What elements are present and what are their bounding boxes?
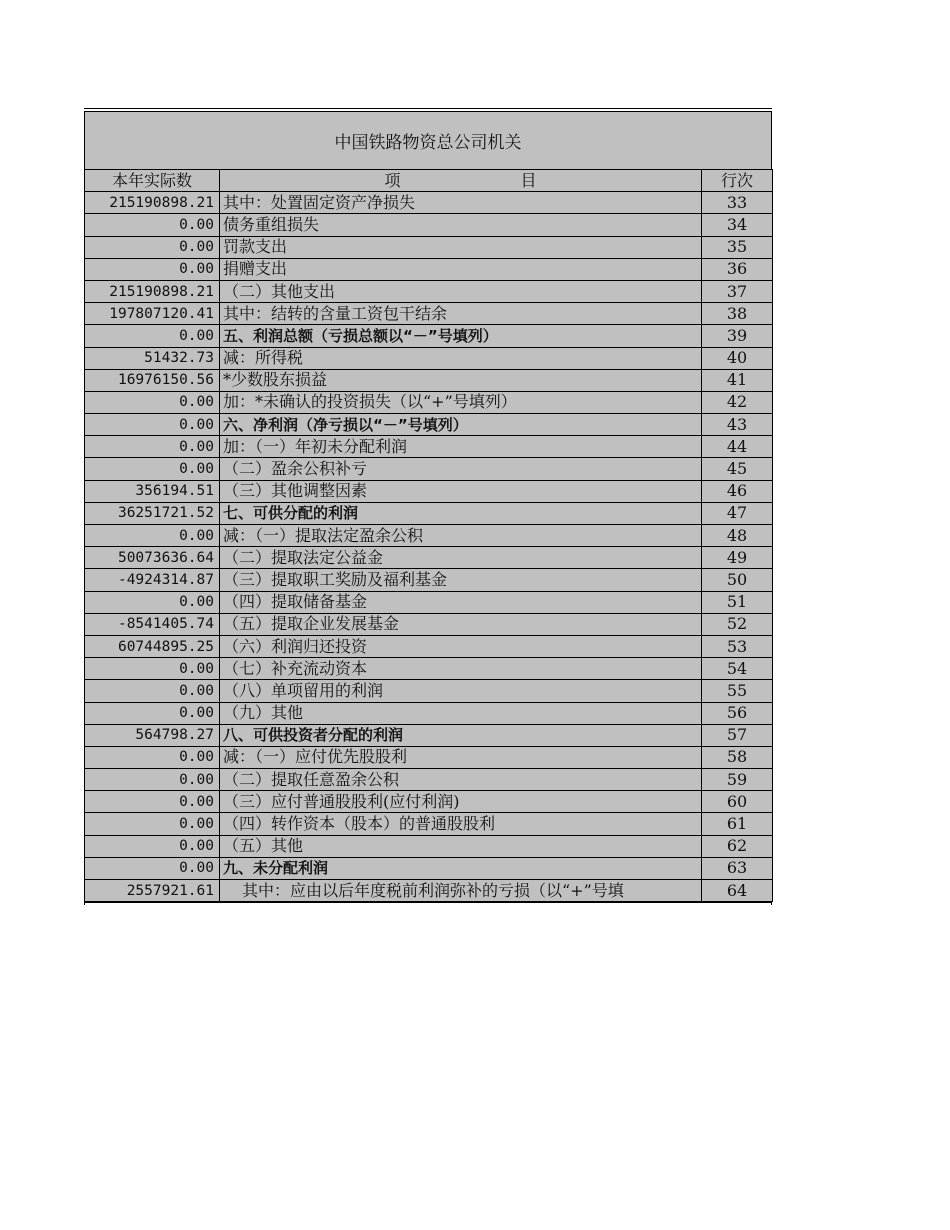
amount-cell[interactable]: 0.00 xyxy=(85,391,220,413)
item-cell[interactable]: 五、利润总额（亏损总额以“－”号填列） xyxy=(220,325,702,347)
line-cell[interactable]: 37 xyxy=(702,280,773,302)
item-cell[interactable]: （二）其他支出 xyxy=(220,280,702,302)
line-cell[interactable]: 63 xyxy=(702,857,773,879)
item-cell[interactable]: （五）其他 xyxy=(220,835,702,857)
table-row xyxy=(85,192,773,214)
line-cell[interactable]: 62 xyxy=(702,835,773,857)
line-cell[interactable]: 49 xyxy=(702,547,773,569)
item-cell[interactable]: 六、净利润（净亏损以“－”号填列） xyxy=(220,414,702,436)
item-cell[interactable]: （八）单项留用的利润 xyxy=(220,680,702,702)
amount-cell[interactable]: 0.00 xyxy=(85,857,220,879)
item-cell[interactable]: 八、可供投资者分配的利润 xyxy=(220,724,702,746)
line-cell[interactable]: 39 xyxy=(702,325,773,347)
line-cell[interactable]: 40 xyxy=(702,347,773,369)
amount-cell[interactable]: 16976150.56 xyxy=(85,369,220,391)
line-cell[interactable]: 43 xyxy=(702,414,773,436)
line-cell[interactable]: 50 xyxy=(702,569,773,591)
item-cell[interactable]: 捐赠支出 xyxy=(220,258,702,280)
item-cell[interactable]: （二）提取任意盈余公积 xyxy=(220,769,702,791)
amount-cell[interactable]: 0.00 xyxy=(85,214,220,236)
amount-cell[interactable]: 0.00 xyxy=(85,680,220,702)
table-row xyxy=(85,835,773,857)
item-cell[interactable]: 减：（一）提取法定盈余公积 xyxy=(220,525,702,547)
amount-cell[interactable]: 215190898.21 xyxy=(85,192,220,214)
item-cell[interactable]: （三）应付普通股股利(应付利润) xyxy=(220,791,702,813)
amount-cell[interactable]: 0.00 xyxy=(85,458,220,480)
line-cell[interactable]: 55 xyxy=(702,680,773,702)
item-cell[interactable]: 其中：应由以后年度税前利润弥补的亏损（以“+”号填 xyxy=(220,880,702,902)
amount-cell[interactable]: 50073636.64 xyxy=(85,547,220,569)
table-row xyxy=(85,813,773,835)
item-cell[interactable]: （二）盈余公积补亏 xyxy=(220,458,702,480)
amount-cell[interactable]: 197807120.41 xyxy=(85,303,220,325)
header-item[interactable] xyxy=(220,170,702,192)
table-row xyxy=(85,303,773,325)
item-cell[interactable]: （七）补充流动资本 xyxy=(220,658,702,680)
item-cell[interactable]: 债务重组损失 xyxy=(220,214,702,236)
table-row xyxy=(85,369,773,391)
table-row xyxy=(85,658,773,680)
table-row xyxy=(85,325,773,347)
amount-cell[interactable]: 0.00 xyxy=(85,746,220,768)
line-cell[interactable]: 59 xyxy=(702,769,773,791)
amount-cell[interactable]: 0.00 xyxy=(85,791,220,813)
item-cell[interactable]: 九、未分配利润 xyxy=(220,857,702,879)
amount-cell[interactable]: 0.00 xyxy=(85,525,220,547)
item-cell[interactable]: （九）其他 xyxy=(220,702,702,724)
amount-cell[interactable]: -4924314.87 xyxy=(85,569,220,591)
table-row xyxy=(85,525,773,547)
item-cell[interactable]: （四）提取储备基金 xyxy=(220,591,702,613)
amount-cell[interactable]: 0.00 xyxy=(85,325,220,347)
item-cell[interactable]: （六）利润归还投资 xyxy=(220,635,702,657)
line-cell[interactable]: 46 xyxy=(702,480,773,502)
sheet-title: 中国铁路物资总公司机关 xyxy=(84,112,772,169)
table-row xyxy=(85,857,773,879)
table-row xyxy=(85,702,773,724)
table-row xyxy=(85,724,773,746)
item-cell[interactable]: （四）转作资本（股本）的普通股股利 xyxy=(220,813,702,835)
line-cell[interactable]: 51 xyxy=(702,591,773,613)
item-cell[interactable]: （二）提取法定公益金 xyxy=(220,547,702,569)
bottom-border xyxy=(84,902,772,905)
table-row xyxy=(85,414,773,436)
amount-cell[interactable]: 0.00 xyxy=(85,813,220,835)
item-cell[interactable]: 罚款支出 xyxy=(220,236,702,258)
line-cell[interactable]: 57 xyxy=(702,724,773,746)
amount-cell[interactable]: 51432.73 xyxy=(85,347,220,369)
amount-cell[interactable]: 0.00 xyxy=(85,835,220,857)
table-row xyxy=(85,791,773,813)
amount-cell[interactable]: 564798.27 xyxy=(85,724,220,746)
table-row xyxy=(85,547,773,569)
table-row xyxy=(85,458,773,480)
item-cell[interactable]: *少数股东损益 xyxy=(220,369,702,391)
line-cell[interactable]: 44 xyxy=(702,436,773,458)
table-row xyxy=(85,569,773,591)
amount-cell[interactable]: 0.00 xyxy=(85,591,220,613)
line-cell[interactable]: 48 xyxy=(702,525,773,547)
line-cell[interactable]: 52 xyxy=(702,613,773,635)
item-cell[interactable]: （三）提取职工奖励及福利基金 xyxy=(220,569,702,591)
item-cell[interactable]: （五）提取企业发展基金 xyxy=(220,613,702,635)
table-row xyxy=(85,480,773,502)
amount-cell[interactable]: 356194.51 xyxy=(85,480,220,502)
table-row xyxy=(85,635,773,657)
amount-cell[interactable]: 0.00 xyxy=(85,436,220,458)
line-cell[interactable]: 56 xyxy=(702,702,773,724)
table-row xyxy=(85,391,773,413)
item-cell[interactable]: 加：（一）年初未分配利润 xyxy=(220,436,702,458)
table-row xyxy=(85,347,773,369)
report-sheet xyxy=(84,108,772,905)
table-row xyxy=(85,280,773,302)
item-cell[interactable]: 减：（一）应付优先股股利 xyxy=(220,746,702,768)
line-cell[interactable]: 38 xyxy=(702,303,773,325)
table-row xyxy=(85,613,773,635)
header-amount[interactable]: 本年实际数 xyxy=(85,170,220,192)
line-cell[interactable]: 42 xyxy=(702,391,773,413)
line-cell[interactable]: 54 xyxy=(702,658,773,680)
amount-cell[interactable]: 215190898.21 xyxy=(85,280,220,302)
item-cell[interactable]: 其中：处置固定资产净损失 xyxy=(220,192,702,214)
item-cell[interactable]: 七、可供分配的利润 xyxy=(220,502,702,524)
report-table xyxy=(84,169,773,902)
line-cell[interactable]: 53 xyxy=(702,635,773,657)
line-cell[interactable]: 58 xyxy=(702,746,773,768)
header-line[interactable]: 行次 xyxy=(702,170,773,192)
line-cell[interactable]: 60 xyxy=(702,791,773,813)
header-row xyxy=(85,170,773,192)
amount-cell[interactable]: -8541405.74 xyxy=(85,613,220,635)
table-row xyxy=(85,880,773,902)
line-cell[interactable]: 34 xyxy=(702,214,773,236)
table-row xyxy=(85,769,773,791)
line-cell[interactable]: 41 xyxy=(702,369,773,391)
table-row xyxy=(85,236,773,258)
item-cell[interactable]: 减：所得税 xyxy=(220,347,702,369)
table-row xyxy=(85,680,773,702)
table-row xyxy=(85,746,773,768)
amount-cell[interactable]: 0.00 xyxy=(85,702,220,724)
amount-cell[interactable]: 60744895.25 xyxy=(85,635,220,657)
line-cell[interactable]: 36 xyxy=(702,258,773,280)
table-row xyxy=(85,502,773,524)
line-cell[interactable]: 61 xyxy=(702,813,773,835)
amount-cell[interactable]: 36251721.52 xyxy=(85,502,220,524)
item-cell[interactable]: （三）其他调整因素 xyxy=(220,480,702,502)
amount-cell[interactable]: 0.00 xyxy=(85,414,220,436)
table-row xyxy=(85,436,773,458)
table-row xyxy=(85,214,773,236)
table-row xyxy=(85,258,773,280)
line-cell[interactable]: 35 xyxy=(702,236,773,258)
line-cell[interactable]: 47 xyxy=(702,502,773,524)
amount-cell[interactable]: 0.00 xyxy=(85,258,220,280)
line-cell[interactable]: 33 xyxy=(702,192,773,214)
amount-cell[interactable]: 2557921.61 xyxy=(85,880,220,902)
amount-cell[interactable]: 0.00 xyxy=(85,769,220,791)
amount-cell[interactable]: 0.00 xyxy=(85,236,220,258)
table-row xyxy=(85,591,773,613)
line-cell[interactable]: 64 xyxy=(702,880,773,902)
line-cell[interactable]: 45 xyxy=(702,458,773,480)
header-item-b: 目 xyxy=(520,170,537,190)
header-item-a: 项 xyxy=(384,170,401,190)
item-cell[interactable]: 其中：结转的含量工资包干结余 xyxy=(220,303,702,325)
amount-cell[interactable]: 0.00 xyxy=(85,658,220,680)
item-cell[interactable]: 加：*未确认的投资损失（以“+”号填列） xyxy=(220,391,702,413)
